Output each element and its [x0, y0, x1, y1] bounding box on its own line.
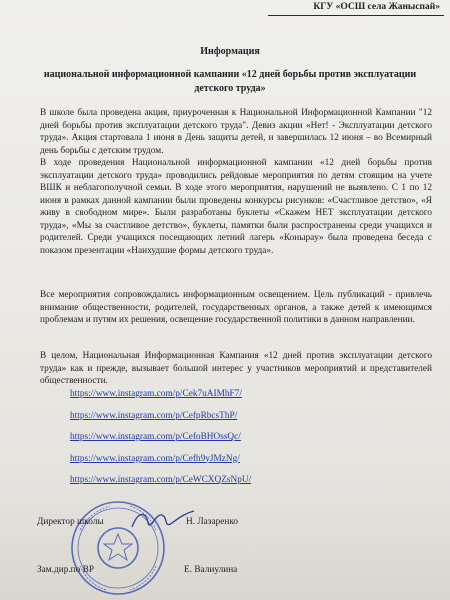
document-subtitle: национальной информационной кампании «12 дней борьбы против эксплуатации детского труда» [43, 69, 417, 94]
document-title: Информация [200, 46, 260, 57]
deputy-name: Е. Валиулина [184, 565, 238, 575]
paragraph-1: В школе была проведена акция, приуроченная к Национальной Информационной Кампании "12 дней борьбы против эксплуатации детского труда". Девиз акции «Нет! - Эксплуатации детского труда». Акция стартовала 1 июня в День защиты детей, и завершилась 12 июня – во Всемирный день борьбы с детским трудом. [40, 108, 432, 156]
header-underline [268, 15, 444, 16]
instagram-link-5[interactable]: https://www.instagram.com/p/CeWCXQZsNpU/ [70, 475, 252, 485]
header-organization: КГУ «ОСШ села Жаныспай» [313, 2, 440, 12]
instagram-link-1[interactable]: https://www.instagram.com/p/Cek7uAIMhF7/ [70, 389, 242, 399]
instagram-link-2[interactable]: https://www.instagram.com/p/CefpRbcsThP/ [70, 410, 238, 421]
paragraph-2: В ходе проведения Национальной информационной кампании «12 дней борьбы против эксплуатации детского труда» проводились рейдовые мероприятия по детям стоящим на учете ВШК и неблагополучной семьи. В ходе этого мероприятия, нарушений не выявлено. С 1 по 12 июня в рамках данной кампании были проведены конкурсы рисунков: «Счастливое детство», «Я живу в свободном мире». Были разработаны буклеты «Скажем НЕТ эксплуатации детского труда», «Мы за счастливое детство», буклеты, памятки были распространены среди учащихся и родителей. Среди учащихся посещающих летний лагерь «Коныраy» была проведена беседа с показом презентации «Наихудшие формы детского труда». [40, 158, 432, 256]
paragraph-3: Все мероприятия сопровождались информационным освещением. Цель публикаций - привлечь внимание общественности, родителей, государственных органов, а также детей к имеющимся проблемам и путям их решения, освещение государственной политики в данном направлении. [40, 290, 432, 325]
instagram-link-3[interactable]: https://www.instagram.com/p/CefoBHOssQc/ [70, 432, 241, 442]
director-title: Директор школы [37, 517, 104, 527]
deputy-title: Зам.дир.по ВР [37, 565, 94, 575]
link-list [70, 388, 370, 496]
paragraph-4: В целом, Национальная Информационная Кампания «12 дней против эксплуатации детского труда» как и прежде, вызывает большой интерес у участников мероприятий и представителей общественности. [40, 351, 432, 386]
director-name: Н. Лазаренко [186, 517, 239, 527]
instagram-link-4[interactable]: https://www.instagram.com/p/Cefh9yJMzNg/ [70, 453, 240, 464]
